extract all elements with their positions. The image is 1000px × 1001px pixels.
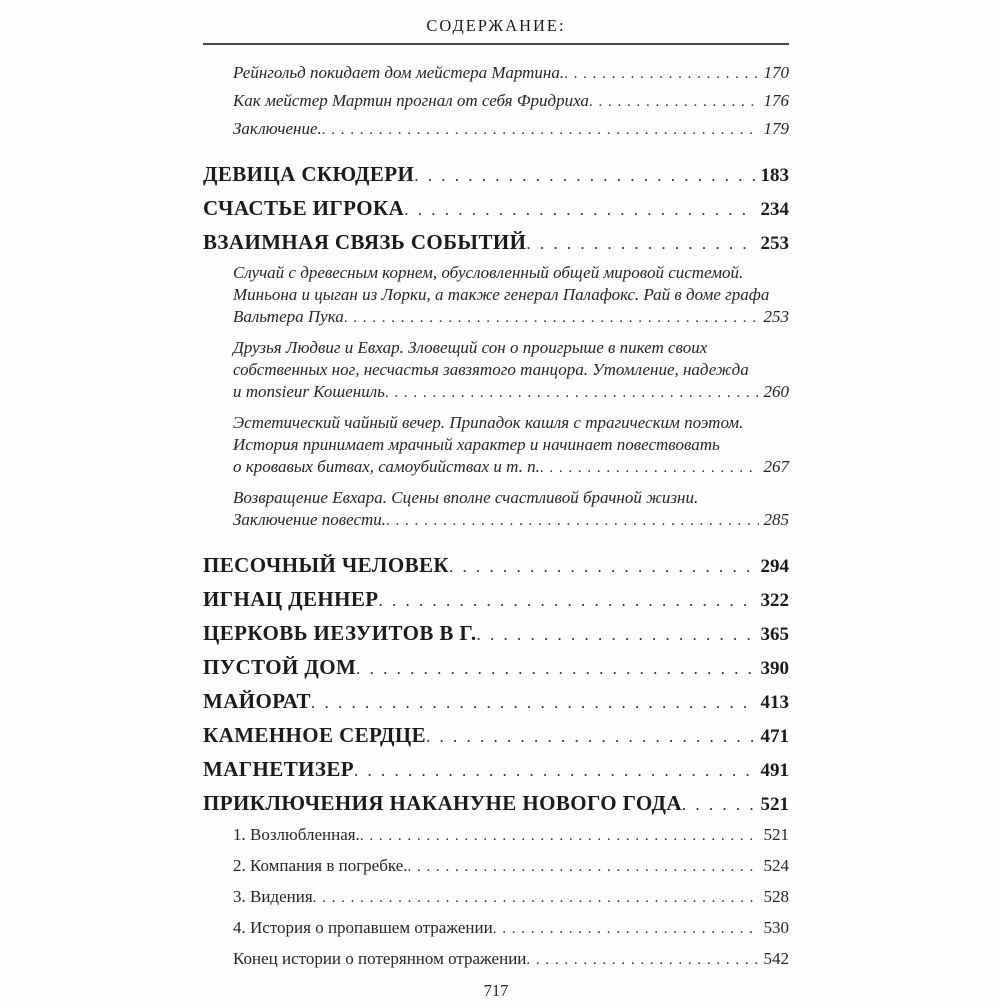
- entry-line: собственных ног, несчастья завзятого танцора. Утомление, надежда: [233, 359, 789, 381]
- entry-last-line: [203, 227, 789, 259]
- entry-title: Рейнгольд покидает дом мейстера Мартина.: [233, 62, 564, 84]
- toc-entry: [203, 550, 789, 582]
- toc-entry: [233, 118, 789, 141]
- dot-leader: [344, 307, 759, 329]
- entry-line: Возвращение Евхара. Сцены вполне счастливой брачной жизни.: [233, 487, 789, 509]
- dot-leader: [682, 790, 756, 820]
- toc-entry: [233, 90, 789, 113]
- page-number: 260: [764, 381, 790, 403]
- dot-leader: [313, 886, 759, 910]
- page-number: 528: [764, 885, 790, 909]
- dot-leader: [564, 63, 758, 85]
- entry-last-line: [203, 193, 789, 225]
- toc-entry: [203, 227, 789, 259]
- toc-entry: [203, 193, 789, 225]
- entry-line: Друзья Людвиг и Евхар. Зловещий сон о проигрыше в пикет своих: [233, 337, 789, 359]
- entry-title: ПЕСОЧНЫЙ ЧЕЛОВЕК: [203, 550, 449, 580]
- entry-title: 4. История о пропавшем отражении: [233, 916, 493, 940]
- entry-title: 1. Возлюбленная.: [233, 823, 360, 847]
- dot-leader: [540, 457, 759, 479]
- toc-entry: [203, 159, 789, 191]
- dot-leader: [526, 948, 758, 972]
- entry-title: ПРИКЛЮЧЕНИЯ НАКАНУНЕ НОВОГО ГОДА: [203, 788, 682, 818]
- entry-last-line: [233, 306, 789, 329]
- entry-last-line: [203, 754, 789, 786]
- entry-last-line: [203, 686, 789, 718]
- entry-title: ПУСТОЙ ДОМ: [203, 652, 356, 682]
- entry-last-line: [233, 509, 789, 532]
- entry-last-line: [203, 720, 789, 752]
- page-number: 491: [761, 756, 790, 786]
- dot-leader: [476, 620, 755, 650]
- entry-title: ИГНАЦ ДЕННЕР: [203, 584, 379, 614]
- header-rule: [203, 43, 789, 45]
- page-number: 390: [761, 654, 790, 684]
- entry-line: Миньона и цыган из Лорки, а также генерал Палафокс. Рай в доме графа: [233, 284, 789, 306]
- entry-last-line: [233, 456, 789, 479]
- page-number: 294: [761, 552, 790, 582]
- dot-leader: [414, 161, 755, 191]
- page-number: 542: [764, 947, 790, 971]
- entry-title: ВЗАИМНАЯ СВЯЗЬ СОБЫТИЙ: [203, 227, 526, 257]
- page-number: 234: [761, 195, 790, 225]
- dot-leader: [356, 654, 755, 684]
- page-number: 322: [761, 586, 790, 616]
- toc-entry: [203, 618, 789, 650]
- entry-title: 3. Видения: [233, 885, 313, 909]
- entry-last-line: [233, 947, 789, 972]
- toc-entry: [233, 412, 789, 479]
- entry-last-line: [233, 118, 789, 141]
- page-number: 183: [761, 161, 790, 191]
- toc-entry: [233, 487, 789, 532]
- toc-entry: [233, 947, 789, 972]
- toc-entry: [233, 916, 789, 941]
- entry-last-line: [203, 652, 789, 684]
- toc-entry: [233, 62, 789, 85]
- entry-last-line: [233, 62, 789, 85]
- toc-entry: [203, 720, 789, 752]
- page-number: 530: [764, 916, 790, 940]
- entry-title: СЧАСТЬЕ ИГРОКА: [203, 193, 404, 223]
- page-number: 176: [764, 90, 790, 112]
- page-number: 521: [764, 823, 790, 847]
- entry-last-line: [203, 550, 789, 582]
- dot-leader: [526, 229, 755, 259]
- page-number: 179: [764, 118, 790, 140]
- dot-leader: [379, 586, 756, 616]
- page-number: 170: [764, 62, 790, 84]
- dot-leader: [385, 382, 759, 404]
- entry-title: ДЕВИЦА СКЮДЕРИ: [203, 159, 414, 189]
- entry-title: о кровавых битвах, самоубийствах и т. п.: [233, 456, 540, 478]
- entry-title: и monsieur Кошениль: [233, 381, 385, 403]
- entry-title: Вальтера Пука: [233, 306, 344, 328]
- toc-entry: [203, 584, 789, 616]
- page-number: 285: [764, 509, 790, 531]
- entry-last-line: [233, 854, 789, 879]
- toc-entry: [233, 823, 789, 848]
- entry-last-line: [203, 159, 789, 191]
- entry-title: Заключение повести.: [233, 509, 386, 531]
- page-number: 253: [761, 229, 790, 259]
- toc-list: [203, 62, 789, 972]
- entry-last-line: [203, 584, 789, 616]
- toc-content: [203, 14, 789, 1001]
- toc-entry: [233, 885, 789, 910]
- entry-line: Эстетический чайный вечер. Припадок кашля с трагическим поэтом.: [233, 412, 789, 434]
- toc-entry: [203, 754, 789, 786]
- page-title: СОДЕРЖАНИЕ:: [203, 14, 789, 38]
- entry-title: МАГНЕТИЗЕР: [203, 754, 354, 784]
- page-number: 365: [761, 620, 790, 650]
- entry-last-line: [233, 916, 789, 941]
- page-number: 413: [761, 688, 790, 718]
- entry-line: История принимает мрачный характер и начинает повествовать: [233, 434, 789, 456]
- dot-leader: [589, 91, 759, 113]
- entry-title: Как мейстер Мартин прогнал от себя Фридриха: [233, 90, 589, 112]
- entry-title: Конец истории о потерянном отражении: [233, 947, 526, 971]
- dot-leader: [386, 510, 758, 532]
- entry-last-line: [233, 823, 789, 848]
- entry-last-line: [203, 788, 789, 820]
- toc-entry: [203, 686, 789, 718]
- entry-last-line: [203, 618, 789, 650]
- toc-entry: [233, 262, 789, 329]
- page-number: 253: [764, 306, 790, 328]
- dot-leader: [408, 855, 759, 879]
- dot-leader: [322, 119, 759, 141]
- dot-leader: [360, 824, 759, 848]
- dot-leader: [426, 722, 755, 752]
- dot-leader: [354, 756, 756, 786]
- toc-entry: [233, 337, 789, 404]
- page-number: 471: [761, 722, 790, 752]
- toc-entry: [203, 652, 789, 684]
- entry-title: 2. Компания в погребке.: [233, 854, 408, 878]
- entry-last-line: [233, 90, 789, 113]
- toc-entry: [203, 788, 789, 820]
- dot-leader: [493, 917, 759, 941]
- dot-leader: [311, 688, 756, 718]
- page-number: 521: [761, 790, 790, 820]
- entry-last-line: [233, 885, 789, 910]
- entry-title: Заключение.: [233, 118, 322, 140]
- entry-last-line: [233, 381, 789, 404]
- toc-entry: [233, 854, 789, 879]
- page-number: 524: [764, 854, 790, 878]
- dot-leader: [449, 552, 755, 582]
- entry-line: Случай с древесным корнем, обусловленный общей мировой системой.: [233, 262, 789, 284]
- page-number: 267: [764, 456, 790, 478]
- entry-title: КАМЕННОЕ СЕРДЦЕ: [203, 720, 426, 750]
- entry-title: МАЙОРАТ: [203, 686, 311, 716]
- dot-leader: [404, 195, 755, 225]
- footer-page-number: 717: [203, 981, 789, 1001]
- entry-title: ЦЕРКОВЬ ИЕЗУИТОВ В Г.: [203, 618, 476, 648]
